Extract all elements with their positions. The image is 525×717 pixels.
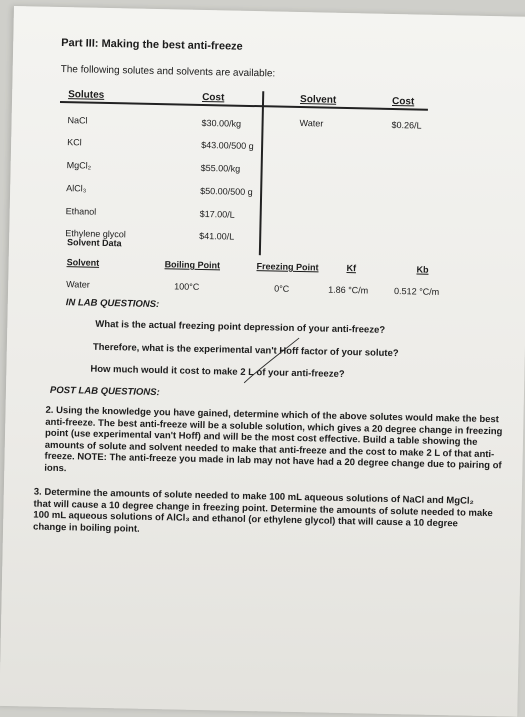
table-header-rule (60, 101, 428, 110)
solute-name: Ethanol (65, 206, 97, 217)
header-solutes: Solutes (68, 89, 105, 101)
sd-header-kb: Kb (416, 264, 429, 275)
sd-header-boiling: Boiling Point (164, 259, 221, 271)
in-lab-question: How much would it cost to make 2 L of your anti-freeze? (90, 363, 345, 381)
solute-cost: $50.00/500 g (200, 185, 253, 198)
intro-text: The following solutes and solvents are available: (60, 63, 276, 80)
in-lab-question: What is the actual freezing point depression of your anti-freeze? (95, 318, 386, 336)
post-lab-question-2: 2. Using the knowledge you have gained, determine which of the above solutes would make the best anti-freeze. The best anti-freeze will be a soluble solution, which gives a 20 degree change in freezing point (use experimental van't Hoff) and will be the most cost effective. Build a table showing the amounts of solute and solvent needed to make that anti-freeze and the cost to make 2 L of that anti-freeze. NOTE: The anti-freeze you made in lab may not have had a 20 degree change due to pairing of ions. (44, 404, 503, 474)
solvent-cost: $0.26/L (391, 119, 422, 131)
solute-name: NaCl (67, 115, 88, 126)
sd-value-boiling: 100°C (174, 281, 200, 292)
solute-name: KCl (67, 137, 82, 148)
solute-name: MgCl₂ (66, 160, 92, 171)
sd-header-freezing: Freezing Point (256, 261, 319, 273)
solvent-data-title: Solvent Data (66, 237, 122, 249)
solute-name: Ethylene glycol (65, 228, 126, 240)
post-lab-heading: POST LAB QUESTIONS: (49, 384, 160, 399)
sd-header-kf: Kf (346, 263, 357, 274)
table-divider (259, 91, 264, 255)
in-lab-question: Therefore, what is the experimental van't Hoff factor of your solute? (92, 341, 399, 360)
sd-value-freezing: 0°C (274, 283, 290, 294)
worksheet-page (0, 6, 525, 717)
solute-cost: $30.00/kg (201, 117, 242, 129)
header-solvent: Solvent (299, 94, 337, 106)
solute-cost: $43.00/500 g (201, 139, 254, 152)
solute-cost: $55.00/kg (200, 162, 241, 174)
sd-value-kb: 0.512 °C/m (394, 286, 440, 297)
sd-value-kf: 1.86 °C/m (328, 284, 369, 296)
sd-header-solvent: Solvent (66, 257, 100, 268)
solvent-name: Water (299, 118, 324, 129)
in-lab-heading: IN LAB QUESTIONS: (65, 297, 160, 311)
page-title: Part III: Making the best anti-freeze (61, 36, 243, 53)
solute-name: AlCl₃ (66, 183, 87, 194)
header-solute-cost: Cost (202, 91, 225, 104)
solute-cost: $17.00/L (199, 208, 235, 220)
post-lab-question-3: 3. Determine the amounts of solute needed to make 100 mL aqueous solutions of NaCl and MgCl₂ that will cause a 10 degree change in freezing point. Determine the amounts of solute needed to make 100 mL aqueous solutions of AlCl₃ and ethanol (or ethylene glycol) that will cause a 10 degree change in boiling point. (32, 486, 493, 535)
header-solvent-cost: Cost (391, 95, 415, 108)
sd-value-solvent: Water (66, 279, 90, 290)
solute-cost: $41.00/L (199, 230, 235, 242)
pen-scribble-mark (236, 331, 307, 392)
